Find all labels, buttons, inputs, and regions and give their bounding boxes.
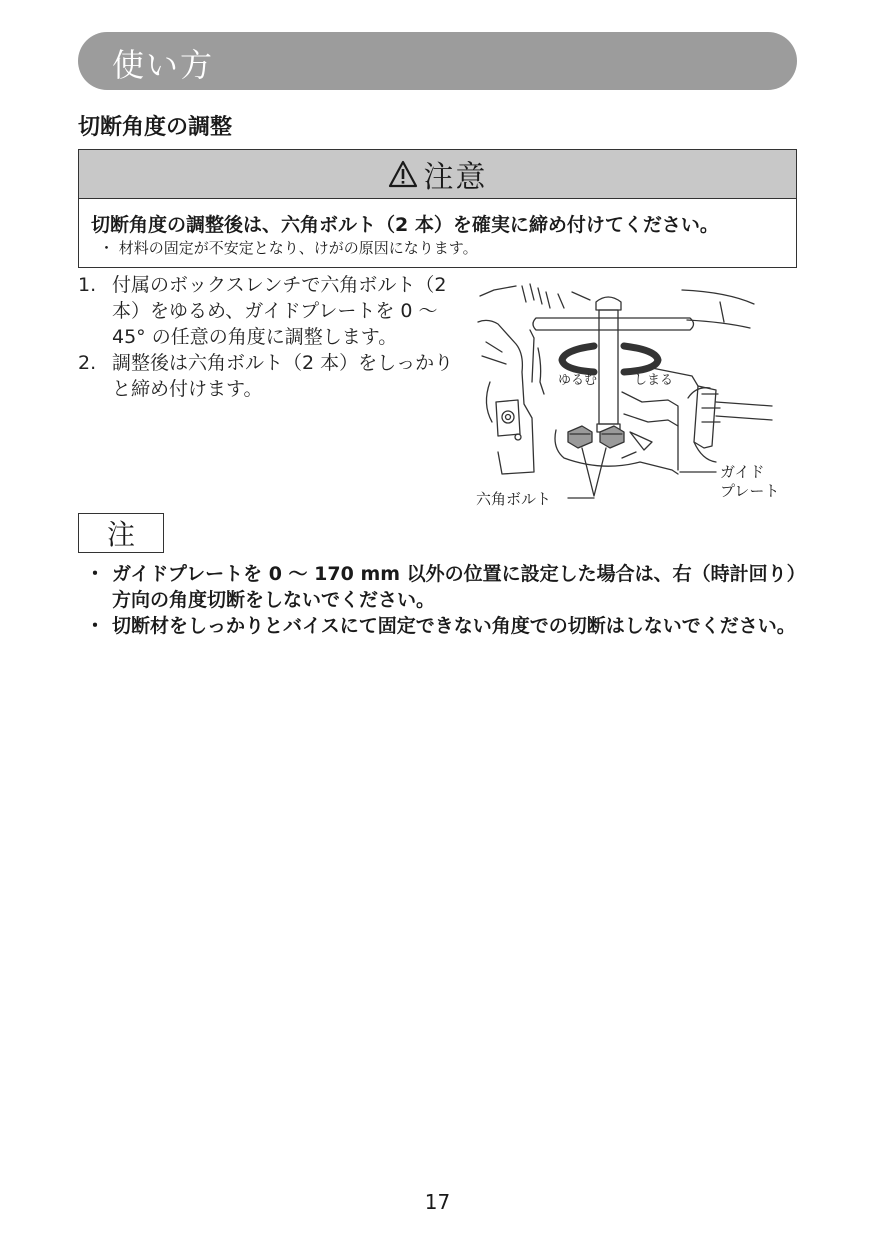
note-item [78, 561, 800, 613]
angle-adjust-illustration [472, 282, 798, 512]
note-text: ガイドプレートを 0 ～ 170 mm 以外の位置に設定した場合は、右（時計回り）方向の角度切断をしないでください。 [112, 563, 797, 611]
warning-triangle-icon [388, 160, 418, 188]
header-title: 使い方 [112, 46, 215, 84]
caution-header [79, 150, 796, 199]
guide-plate-label-line2: プレート [720, 482, 780, 500]
step-text: 付属のボックスレンチで六角ボルト（2 本）をゆるめ、ガイドプレートを 0 ～ 45° の任意の角度に調整します。 [112, 274, 447, 348]
step-text: 調整後は六角ボルト（2 本）をしっかりと締め付けます。 [112, 352, 454, 400]
page-number: 17 [424, 1190, 451, 1214]
note-text: 切断材をしっかりとバイスにて固定できない角度での切断はしないでください。 [112, 615, 796, 637]
steps-list [78, 272, 468, 402]
header-bar [78, 32, 797, 90]
guide-plate-label-line1: ガイド [720, 463, 765, 481]
loosen-label: ゆるむ [558, 373, 598, 388]
step-item [78, 350, 468, 402]
note-bullet: ・ [85, 563, 105, 585]
tighten-label: しまる [634, 373, 674, 388]
note-list [78, 561, 800, 639]
caution-main-text: 切断角度の調整後は、六角ボルト（2 本）を確実に締め付けてください。 [91, 214, 719, 236]
step-item [78, 272, 468, 350]
caution-sub-text: ・ 材料の固定が不安定となり、けがの原因になります。 [99, 239, 478, 257]
note-box [78, 513, 164, 553]
hex-bolt-label: 六角ボルト [476, 490, 552, 508]
note-item [78, 613, 800, 639]
caution-box [78, 149, 797, 268]
note-bullet: ・ [85, 615, 105, 637]
note-title: 注 [106, 518, 135, 551]
step-number: 1. [78, 274, 97, 296]
caution-title: 注意 [423, 160, 488, 195]
step-number: 2. [78, 352, 97, 374]
section-title: 切断角度の調整 [78, 115, 233, 140]
